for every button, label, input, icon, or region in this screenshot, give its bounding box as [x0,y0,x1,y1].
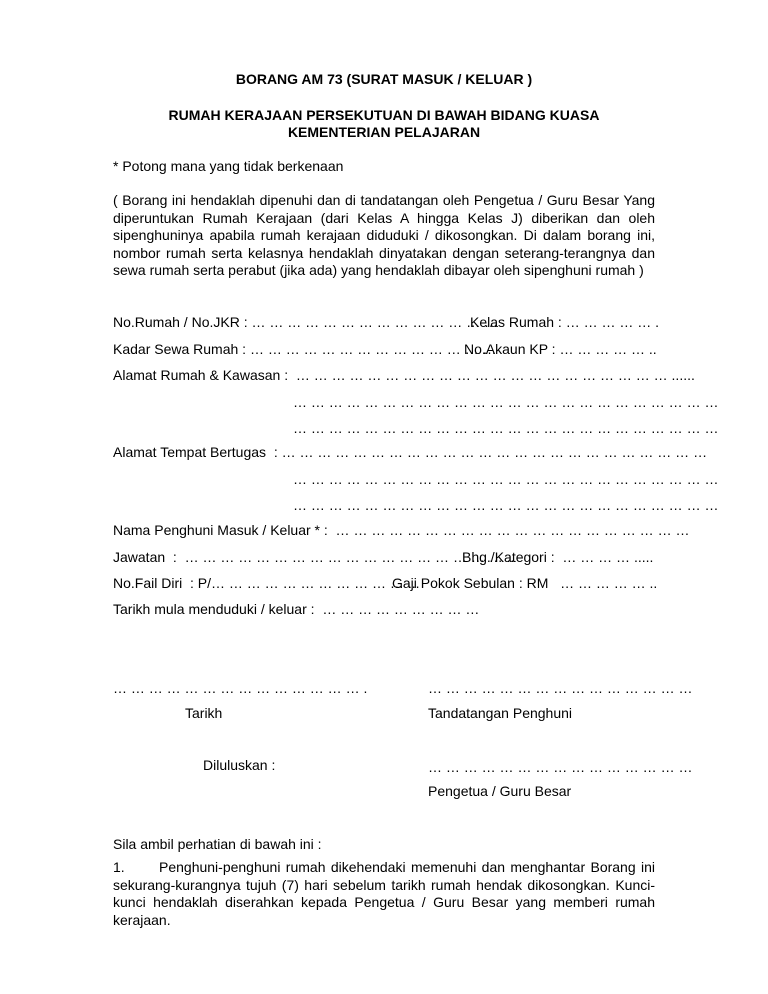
instructions-paragraph: ( Borang ini hendaklah dipenuhi dan di tandatangan oleh Pengetua / Guru Besar Yang diperuntukan Rumah Kerajaan (dari Kelas A hingga Kelas J) diberikan dan oleh sipenghuninya apabila rumah kerajaan diduduki / dikosongkan. Di dalam borang ini, nombor rumah serta kelasnya hendaklah dinyatakan dengan seterang-terangnya dan sewa rumah serta perabut (jika ada) yang hendaklah dibayar oleh sipenghuni rumah ) [113,192,655,279]
pengetua-signature-line: … … … … … … … … … … … … … … … [428,759,693,775]
tarikh-mula-field: Tarikh mula menduduki / keluar : … … … … … … … … … [113,601,480,617]
alamat-tempat-line3: … … … … … … … … … … … … … … … … … … … … … … … … [293,497,719,513]
no-fail-field: No.Fail Diri : P/… … … … … … … … … … … ... [113,575,420,591]
alamat-tempat-line2: … … … … … … … … … … … … … … … … … … … … … … … … [293,471,719,487]
diluluskan-label: Diluluskan : [203,757,276,773]
gaji-pokok-field: Gaji Pokok Sebulan : RM … … … … … .. [392,575,658,591]
jawatan-field: Jawatan : … … … … … … … … … … … … … … … … … … .. [113,549,515,565]
form-title: BORANG AM 73 (SURAT MASUK / KELUAR ) [235,71,533,87]
kadar-sewa-field: Kadar Sewa Rumah : … … … … … … … … … … … … … … [113,341,497,357]
bhg-kategori-field: Bhg./Kategori : … … … … ..... [462,549,654,565]
attention-heading: Sila ambil perhatian di bawah ini : [113,836,322,852]
item1-number: 1. [113,859,125,875]
alamat-tempat-field: Alamat Tempat Bertugas : … … … … … … … … … … … … … … … … … … … … … … … … [113,444,708,460]
tandatangan-signature-line: … … … … … … … … … … … … … … … [428,680,693,696]
item1-text: Penghuni-penghuni rumah dikehendaki memenuhi dan menghantar Borang ini sekurang-kurangnya tujuh (7) hari sebelum tarikh rumah hendak dikosongkan. Kunci-kunci hendaklah diserahkan kepada Pengetua / Guru Besar yang memberi rumah kerajaan. [113,859,655,928]
note-text: * Potong mana yang tidak berkenaan [113,158,344,174]
kelas-rumah-field: Kelas Rumah : … … … … … . [470,314,660,330]
tarikh-signature-line: … … … … … … … … … … … … … … . [113,680,368,696]
alamat-rumah-field: Alamat Rumah & Kawasan : … … … … … … … … … … … … … … … … … … … … … ...... [113,367,695,383]
no-rumah-field: No.Rumah / No.JKR : … … … … … … … … … … … … … … [113,314,499,330]
nama-penghuni-field: Nama Penghuni Masuk / Keluar * : … … … … … … … … … … … … … … … … … … … … [113,522,690,538]
pengetua-label: Pengetua / Guru Besar [428,783,572,799]
form-subtitle-line1: RUMAH KERAJAAN PERSEKUTUAN DI BAWAH BIDANG KUASA [168,107,600,123]
tandatangan-label: Tandatangan Penghuni [428,705,573,721]
alamat-rumah-line3: … … … … … … … … … … … … … … … … … … … … … … … … [293,420,719,436]
no-akaun-field: No.Akaun KP : … … … … … .. [464,341,657,357]
alamat-rumah-line2: … … … … … … … … … … … … … … … … … … … … … … … … [293,394,719,410]
form-subtitle-line2: KEMENTERIAN PELAJARAN [287,124,481,140]
tarikh-label: Tarikh [185,705,223,721]
